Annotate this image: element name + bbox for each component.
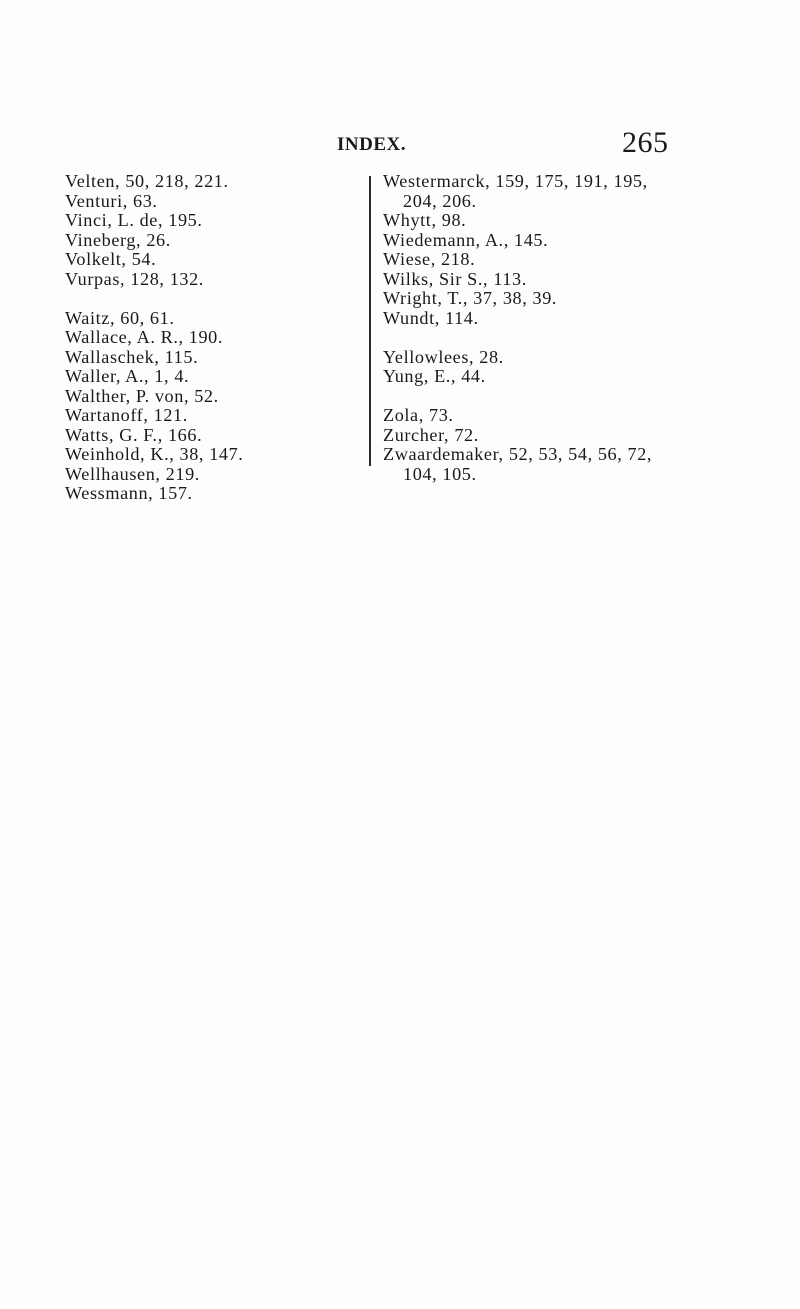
- index-entry: Wright, T., 37, 38, 39.: [383, 288, 558, 308]
- index-entry: Westermarck, 159, 175, 191, 195,: [383, 171, 648, 191]
- index-entry: Wellhausen, 219.: [65, 463, 200, 484]
- index-group-z: [383, 406, 763, 484]
- page-header: [0, 126, 800, 158]
- index-entry: Wallaschek, 115.: [65, 346, 199, 367]
- left-column: [65, 172, 365, 504]
- index-entry: Vinci, L. de, 195.: [65, 210, 203, 230]
- index-entry: Velten, 50, 218, 221.: [65, 171, 229, 191]
- index-entry: Vineberg, 26.: [65, 229, 171, 250]
- index-entry: Waller, A., 1, 4.: [65, 366, 190, 386]
- group-spacer: [65, 289, 365, 309]
- index-group-v: [65, 172, 365, 289]
- index-entry: Wessmann, 157.: [65, 483, 193, 503]
- page-number: 265: [622, 126, 669, 159]
- index-entry: Zola, 73.: [383, 405, 454, 425]
- index-entry-continuation: 104, 105.: [403, 463, 477, 484]
- index-entry: Waitz, 60, 61.: [65, 307, 175, 328]
- index-entry: Vurpas, 128, 132.: [65, 268, 204, 289]
- column-divider: [369, 176, 371, 466]
- index-group-w-continued: [383, 172, 763, 328]
- page-title: INDEX.: [337, 134, 406, 155]
- index-entry: Weinhold, K., 38, 147.: [65, 444, 244, 464]
- index-entry: Wiese, 218.: [383, 249, 476, 269]
- index-entry: Volkelt, 54.: [65, 249, 157, 269]
- index-entry: Zurcher, 72.: [383, 424, 479, 445]
- index-entry: Yung, E., 44.: [383, 366, 486, 386]
- index-entry: Wartanoff, 121.: [65, 405, 188, 425]
- index-entry: Wallace, A. R., 190.: [65, 327, 224, 347]
- index-entry: Whytt, 98.: [383, 210, 467, 230]
- right-column: [383, 172, 763, 484]
- index-entry: Zwaardemaker, 52, 53, 54, 56, 72,: [383, 444, 653, 464]
- index-entry: Watts, G. F., 166.: [65, 424, 203, 445]
- index-group-y: [383, 348, 763, 387]
- index-entry: Wiedemann, A., 145.: [383, 229, 549, 250]
- index-entry: Venturi, 63.: [65, 190, 158, 211]
- group-spacer: [383, 328, 763, 348]
- index-group-w: [65, 309, 365, 504]
- index-entry: Wilks, Sir S., 113.: [383, 268, 527, 289]
- index-entry-continuation: 204, 206.: [403, 190, 477, 211]
- index-entry: Walther, P. von, 52.: [65, 385, 219, 406]
- index-entry: Wundt, 114.: [383, 307, 479, 328]
- group-spacer: [383, 387, 763, 407]
- index-entry: Yellowlees, 28.: [383, 346, 504, 367]
